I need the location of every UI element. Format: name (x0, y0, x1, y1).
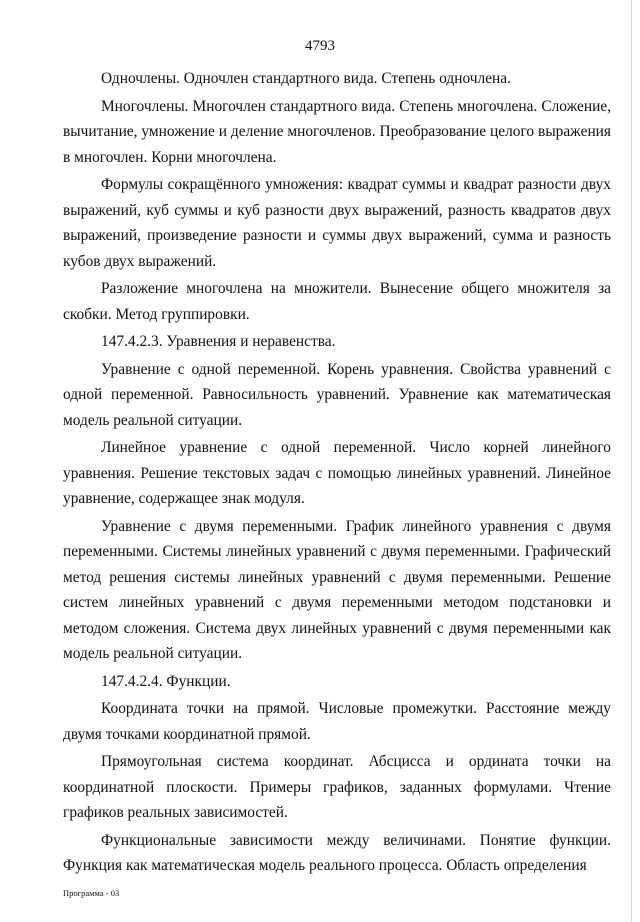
paragraph-polynomials: Многочлены. Многочлен стандартного вида. Степень многочлена. Сложение, вычитание, умножение и деление многочленов. Преобразование целого выражения в многочлен. Корни многочлена. (63, 97, 611, 166)
document-body (63, 66, 611, 881)
paragraph-factoring: Разложение многочлена на множители. Вынесение общего множителя за скобки. Метод группировки. (63, 280, 611, 323)
page-number: 4793 (305, 38, 335, 54)
section-heading-functions: 147.4.2.4. Функции. (101, 672, 231, 690)
footer-label: Программа - 03 (63, 888, 120, 898)
paragraph-monomials: Одночлены. Одночлен стандартного вида. Степень одночлена. (101, 70, 511, 87)
paragraph-equation-one-variable: Уравнение с одной переменной. Корень уравнения. Свойства уравнений с одной переменной. Равносильность уравнений. Уравнение как математическая модель реальной ситуации. (63, 360, 611, 429)
page-edge-divider (631, 0, 632, 922)
section-heading-equations: 147.4.2.3. Уравнения и неравенства. (101, 333, 336, 350)
paragraph-functional-dependencies: Функциональные зависимости между величинами. Понятие функции. Функция как математическая модель реального процесса. Область определения (63, 831, 611, 874)
paragraph-coordinate-system: Прямоугольная система координат. Абсцисса и ордината точки на координатной плоскости. Примеры графиков, заданных формулами. Чтение графиков реальных зависимостей. (63, 753, 611, 821)
paragraph-linear-equation: Линейное уравнение с одной переменной. Число корней линейного уравнения. Решение текстовых задач с помощью линейных уравнений. Линейное уравнение, содержащее знак модуля. (63, 439, 611, 507)
paragraph-two-variable-equations: Уравнение с двумя переменными. График линейного уравнения с двумя переменными. Системы линейных уравнений с двумя переменными. Графический метод решения системы линейных уравнений с двумя переменными. Решение систем линейных уравнений с двумя переменными методом подстановки и методом сложения. Система двух линейных уравнений с двумя переменными как модель реальной ситуации. (63, 517, 611, 662)
paragraph-number-line: Координата точки на прямой. Числовые промежутки. Расстояние между двумя точками координатной прямой. (63, 700, 611, 743)
paragraph-multiplication-formulas: Формулы сокращённого умножения: квадрат суммы и квадрат разности двух выражений, куб суммы и куб разности двух выражений, разность квадратов двух выражений, произведение разности и суммы двух выражений, сумма и разность кубов двух выражений. (63, 176, 611, 270)
